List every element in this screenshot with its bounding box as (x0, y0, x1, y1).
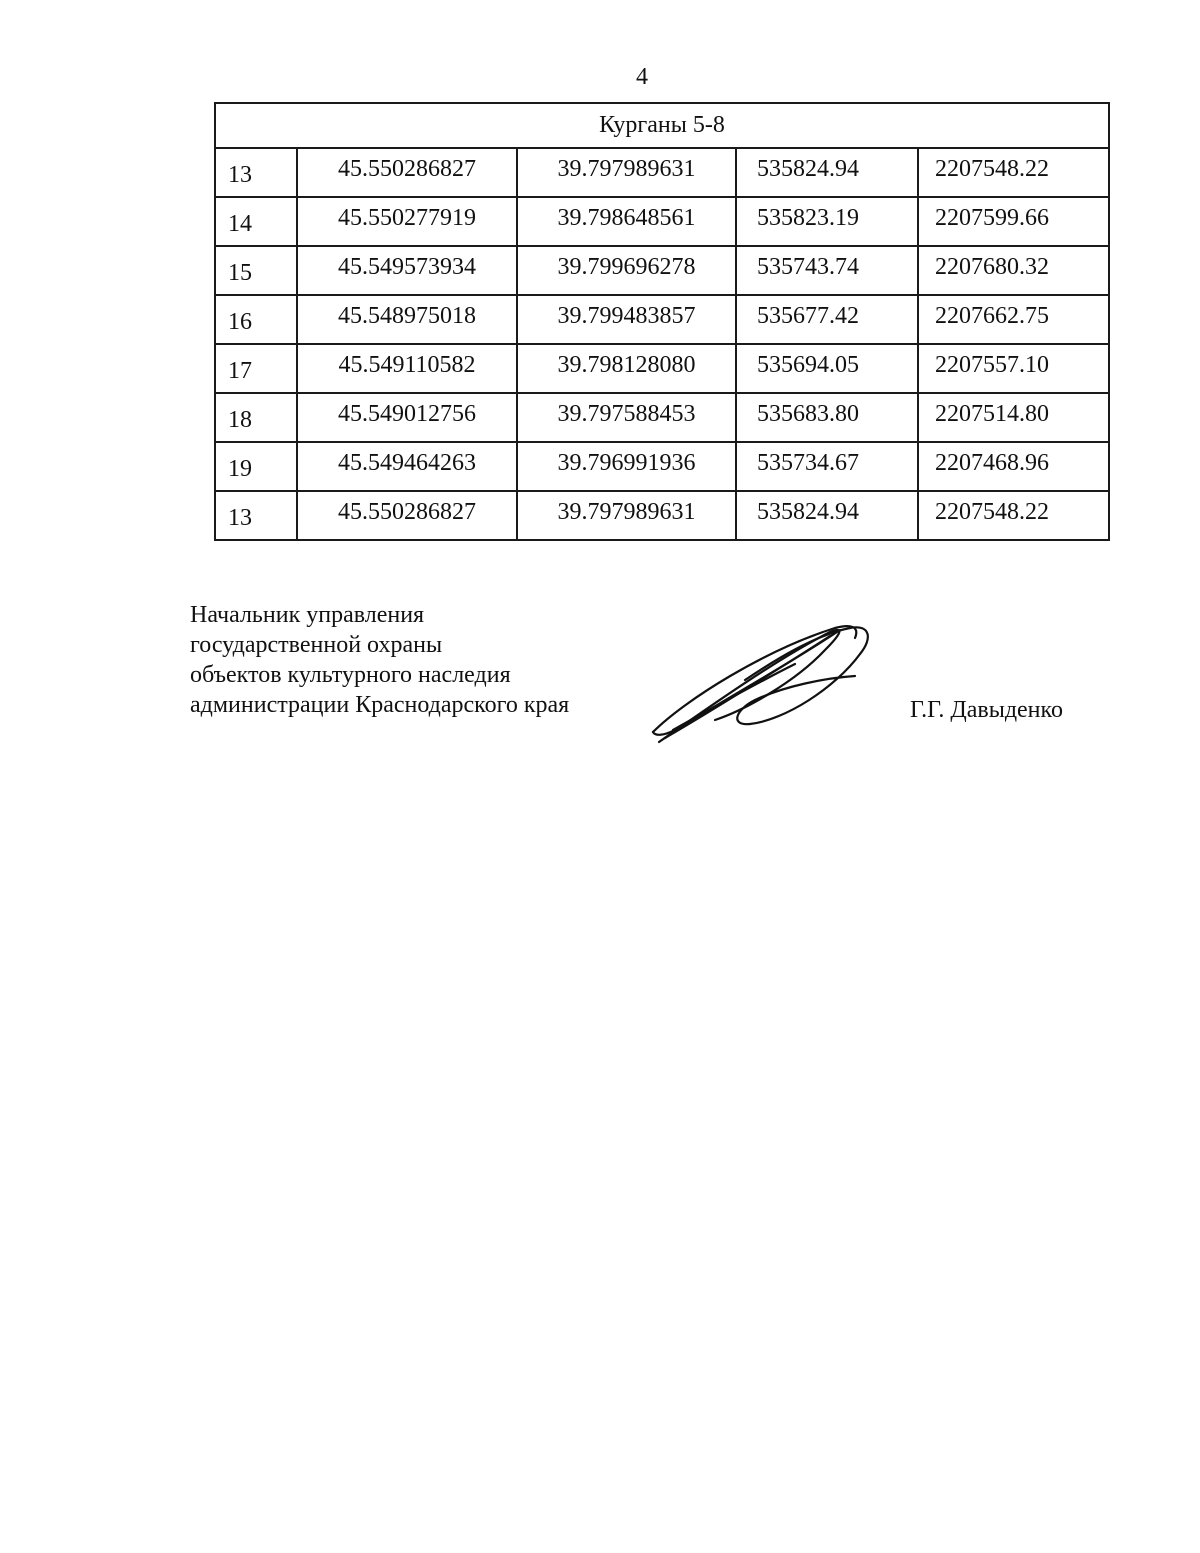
longitude-cell: 39.797989631 (517, 491, 736, 540)
position-line: Начальник управления (190, 602, 425, 628)
longitude-cell: 39.797989631 (517, 148, 736, 197)
y-coordinate-cell: 2207662.75 (918, 295, 1109, 344)
y-coordinate-cell: 2207514.80 (918, 393, 1109, 442)
longitude-cell: 39.798648561 (517, 197, 736, 246)
longitude-cell: 39.798128080 (517, 344, 736, 393)
table-row (215, 295, 1109, 344)
table-row (215, 491, 1109, 540)
latitude-cell: 45.548975018 (297, 295, 517, 344)
latitude-cell: 45.549573934 (297, 246, 517, 295)
table-row (215, 246, 1109, 295)
y-coordinate-cell: 2207468.96 (918, 442, 1109, 491)
point-number-cell: 18 (215, 393, 297, 442)
x-coordinate-cell: 535823.19 (736, 197, 918, 246)
page-number: 4 (636, 64, 648, 90)
latitude-cell: 45.549110582 (297, 344, 517, 393)
point-number-cell: 17 (215, 344, 297, 393)
point-number-cell: 13 (215, 491, 297, 540)
point-number-cell: 16 (215, 295, 297, 344)
table-row (215, 442, 1109, 491)
point-number-cell: 19 (215, 442, 297, 491)
table-row (215, 344, 1109, 393)
longitude-cell: 39.799696278 (517, 246, 736, 295)
x-coordinate-cell: 535683.80 (736, 393, 918, 442)
table-row (215, 148, 1109, 197)
position-line: государственной охраны (190, 632, 443, 658)
latitude-cell: 45.549012756 (297, 393, 517, 442)
y-coordinate-cell: 2207680.32 (918, 246, 1109, 295)
position-line: администрации Краснодарского края (190, 692, 570, 718)
table-caption-row (215, 103, 1109, 148)
y-coordinate-cell: 2207599.66 (918, 197, 1109, 246)
latitude-cell: 45.550277919 (297, 197, 517, 246)
table-row (215, 197, 1109, 246)
handwritten-signature (645, 620, 875, 750)
longitude-cell: 39.797588453 (517, 393, 736, 442)
table-row (215, 393, 1109, 442)
latitude-cell: 45.550286827 (297, 491, 517, 540)
y-coordinate-cell: 2207548.22 (918, 491, 1109, 540)
x-coordinate-cell: 535743.74 (736, 246, 918, 295)
table-caption: Курганы 5-8 (215, 103, 1109, 148)
signatory-position (190, 600, 569, 720)
point-number-cell: 15 (215, 246, 297, 295)
x-coordinate-cell: 535824.94 (736, 148, 918, 197)
longitude-cell: 39.796991936 (517, 442, 736, 491)
x-coordinate-cell: 535677.42 (736, 295, 918, 344)
point-number-cell: 14 (215, 197, 297, 246)
longitude-cell: 39.799483857 (517, 295, 736, 344)
y-coordinate-cell: 2207548.22 (918, 148, 1109, 197)
point-number-cell: 13 (215, 148, 297, 197)
x-coordinate-cell: 535694.05 (736, 344, 918, 393)
coordinates-table (214, 102, 1110, 541)
position-line: объектов культурного наследия (190, 662, 511, 688)
x-coordinate-cell: 535824.94 (736, 491, 918, 540)
x-coordinate-cell: 535734.67 (736, 442, 918, 491)
latitude-cell: 45.550286827 (297, 148, 517, 197)
latitude-cell: 45.549464263 (297, 442, 517, 491)
y-coordinate-cell: 2207557.10 (918, 344, 1109, 393)
signatory-name: Г.Г. Давыденко (910, 697, 1063, 723)
